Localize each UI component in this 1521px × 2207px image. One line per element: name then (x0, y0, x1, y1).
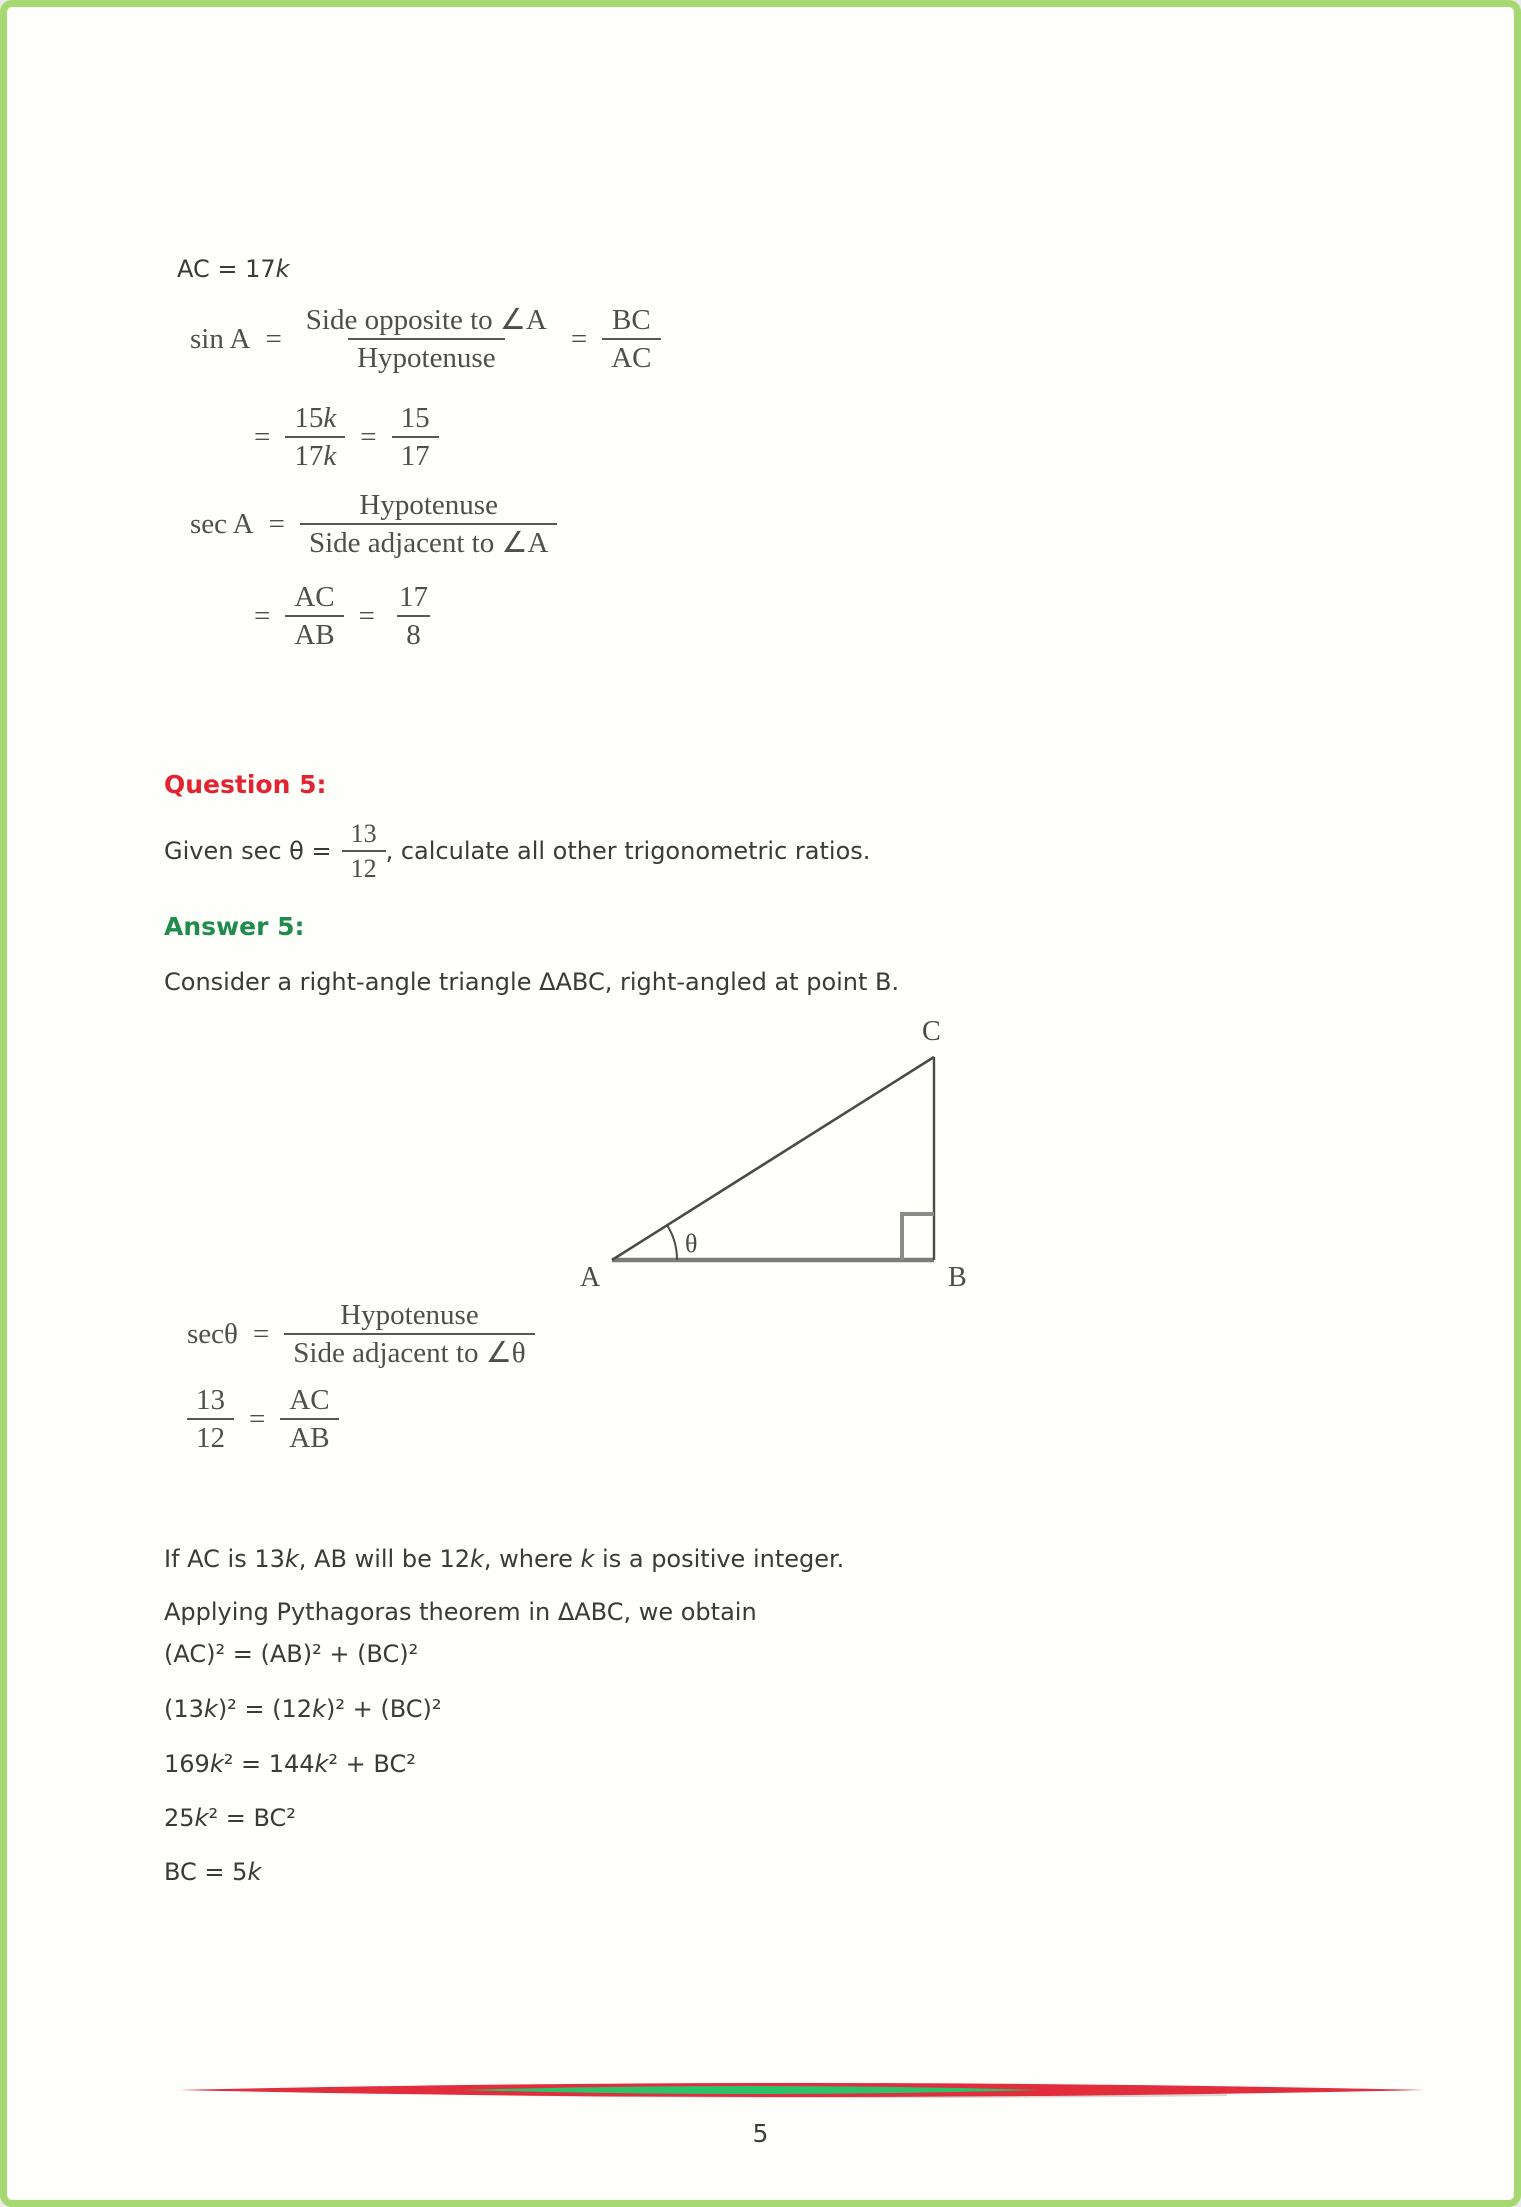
fraction-numerator: BC (612, 304, 651, 336)
text-line-if: If AC is 13k, AB will be 12k, where k is a positive integer. (164, 1545, 845, 1573)
fraction-numerator: Hypotenuse (340, 1299, 479, 1331)
equation-line-pythagoras-3: 169k² = 144k² + BC² (164, 1750, 416, 1778)
fraction-13-12-inline (342, 819, 386, 883)
equation-line-pythagoras-4: 25k² = BC² (164, 1804, 296, 1832)
fraction-numerator: Hypotenuse (359, 489, 498, 521)
equation-sin-a (190, 304, 661, 375)
fraction-denominator: AC (602, 338, 660, 374)
equals-sign: = (268, 507, 285, 540)
equation-sec-values (252, 581, 437, 652)
equation-sin-values (252, 402, 439, 473)
equals-sign: = (254, 420, 271, 453)
vertex-b-label: B (948, 1262, 967, 1293)
theta-label: θ (685, 1229, 698, 1258)
fraction-numerator: 17 (399, 581, 429, 613)
fraction-denominator: 17 (392, 436, 439, 472)
question-text-line (164, 819, 870, 883)
fraction-denominator: Hypotenuse (348, 338, 505, 374)
fraction-hypotenuse-adjacent (300, 489, 557, 560)
equals-sign: = (360, 420, 377, 453)
fraction-17-8 (390, 581, 437, 652)
fraction-bc-ac (602, 304, 660, 375)
answer-heading: Answer 5: (164, 912, 305, 941)
fraction-numerator: 15k (294, 402, 337, 434)
fraction-numerator: AC (294, 581, 335, 613)
triangle-hypotenuse-line (612, 1057, 934, 1260)
fraction-ac-ab (285, 581, 343, 652)
fraction-numerator: Side opposite to ∠A (305, 304, 547, 336)
fraction-denominator: 12 (187, 1418, 234, 1454)
question-text-after: , calculate all other trigonometric ratios. (385, 837, 871, 866)
equation-line-bc-5k: BC = 5k (164, 1858, 262, 1886)
fraction-15-17 (392, 402, 439, 473)
fraction-denominator: 12 (342, 850, 386, 883)
fraction-13-12 (187, 1384, 234, 1455)
equals-sign: = (570, 322, 588, 355)
equation-line-pythagoras-1: (AC)² = (AB)² + (BC)² (164, 1640, 419, 1668)
fraction-15k-17k (285, 402, 345, 473)
fraction-hypotenuse-adjacent-theta (284, 1299, 534, 1370)
text-line-applying: Applying Pythagoras theorem in ΔABC, we obtain (164, 1598, 757, 1626)
equation-ratio (187, 1384, 339, 1455)
line-ac-17k: AC = 17k (177, 255, 290, 283)
vertex-a-label: A (580, 1262, 601, 1293)
equals-sign: = (249, 1402, 266, 1435)
question-text-before: Given sec θ = (164, 837, 332, 866)
fraction-denominator: AB (285, 615, 343, 651)
equation-sec-theta (187, 1299, 535, 1370)
page-number: 5 (752, 2119, 769, 2148)
fraction-numerator: AC (289, 1384, 330, 1416)
equals-sign: = (254, 599, 271, 632)
equation-sec-a (190, 489, 557, 560)
equation-lhs: sec A (190, 507, 254, 540)
equation-lhs: sin A (190, 322, 251, 355)
fraction-numerator: 15 (400, 402, 430, 434)
right-angle-marker (902, 1214, 934, 1260)
fraction-denominator: Side adjacent to ∠θ (284, 1333, 534, 1369)
question-heading: Question 5: (164, 770, 327, 799)
equals-sign: = (265, 322, 282, 355)
vertex-c-label: C (922, 1016, 941, 1047)
fraction-numerator: 13 (350, 819, 377, 848)
equals-sign: = (358, 599, 376, 632)
equation-line-pythagoras-2: (13k)² = (12k)² + (BC)² (164, 1695, 442, 1723)
fraction-numerator: 13 (196, 1384, 225, 1416)
fraction-denominator: 8 (397, 615, 430, 651)
answer-intro-line: Consider a right-angle triangle ΔABC, right-angled at point B. (164, 968, 900, 996)
equation-lhs: secθ (187, 1317, 238, 1350)
fraction-ac-ab (280, 1384, 338, 1455)
fraction-denominator: 17k (285, 436, 345, 472)
equals-sign: = (252, 1317, 270, 1350)
fraction-side-opposite (297, 304, 556, 375)
fraction-denominator: Side adjacent to ∠A (300, 523, 557, 559)
triangle-diagram (572, 1002, 982, 1302)
theta-arc (667, 1225, 677, 1260)
decorative-divider (177, 2080, 1427, 2102)
fraction-denominator: AB (280, 1418, 338, 1454)
